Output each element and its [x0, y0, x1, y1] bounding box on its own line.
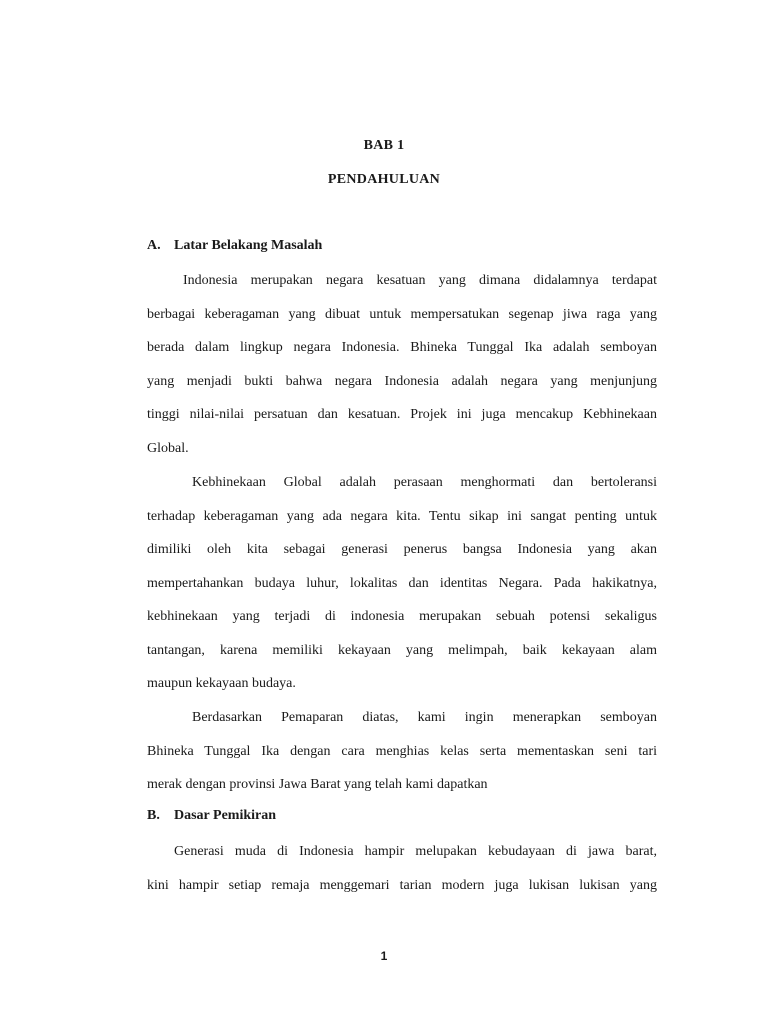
section-title: Dasar Pemikiran — [174, 808, 277, 823]
paragraph-2 — [147, 466, 657, 701]
paragraph-line: maupun kekayaan budaya. — [147, 676, 296, 691]
paragraph-line: Kebhinekaan Global adalah perasaan menghormati dan bertoleransi — [192, 475, 657, 490]
section-letter: A. — [147, 238, 161, 253]
paragraph-line: yang menjadi bukti bahwa negara Indonesia adalah negara yang menjunjung — [147, 373, 657, 389]
paragraph-1 — [147, 264, 657, 465]
section-heading-b — [147, 808, 276, 824]
paragraph-line: Berdasarkan Pemaparan diatas, kami ingin menerapkan semboyan — [192, 710, 657, 725]
paragraph-line: tantangan, karena memiliki kekayaan yang melimpah, baik kekayaan alam — [147, 642, 657, 658]
paragraph-line: kebhinekaan yang terjadi di indonesia merupakan sebuah potensi sekaligus — [147, 609, 657, 624]
paragraph-line: mempertahankan budaya luhur, lokalitas dan identitas Negara. Pada hakikatnya, — [147, 575, 657, 591]
paragraph-line: tinggi nilai-nilai persatuan dan kesatuan. Projek ini juga mencakup Kebhinekaan — [147, 407, 657, 422]
section-letter: B. — [147, 808, 160, 823]
paragraph-line: berbagai keberagaman yang dibuat untuk mempersatukan segenap jiwa raga yang — [147, 306, 657, 322]
page-number: 1 — [380, 949, 388, 963]
paragraph-line: Indonesia merupakan negara kesatuan yang dimana didalamnya terdapat — [183, 273, 657, 288]
paragraph-line: kini hampir setiap remaja menggemari tarian modern juga lukisan lukisan yang — [147, 877, 657, 893]
paragraph-line: terhadap keberagaman yang ada negara kita. Tentu sikap ini sangat penting untuk — [147, 508, 657, 524]
paragraph-4 — [147, 835, 657, 902]
chapter-number: BAB 1 — [363, 138, 405, 153]
paragraph-3 — [147, 701, 657, 802]
paragraph-line: Generasi muda di Indonesia hampir melupakan kebudayaan di jawa barat, — [174, 844, 657, 859]
paragraph-line: dimiliki oleh kita sebagai generasi penerus bangsa Indonesia yang akan — [147, 542, 657, 557]
paragraph-line: merak dengan provinsi Jawa Barat yang telah kami dapatkan — [147, 777, 488, 792]
chapter-title: PENDAHULUAN — [327, 172, 441, 187]
paragraph-line: berada dalam lingkup negara Indonesia. Bhineka Tunggal Ika adalah semboyan — [147, 340, 657, 355]
paragraph-line: Global. — [147, 440, 189, 456]
section-title: Latar Belakang Masalah — [174, 238, 323, 253]
paragraph-line: Bhineka Tunggal Ika dengan cara menghias kelas serta mementaskan seni tari — [147, 743, 657, 759]
section-heading-a — [147, 238, 322, 254]
